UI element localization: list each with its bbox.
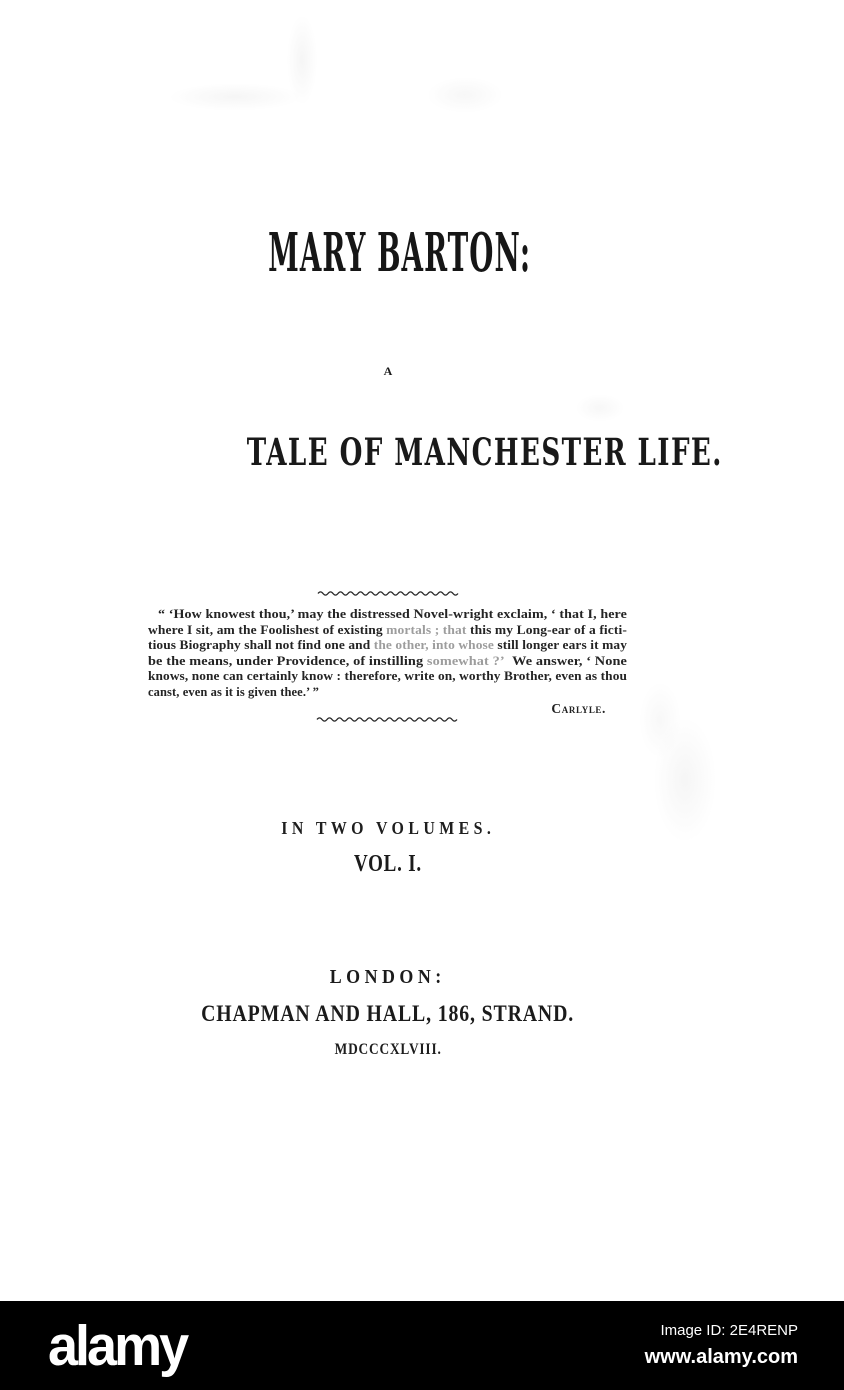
epigraph-line: “ ‘How knowest thou,’ may the distressed Novel-wright exclaim, ‘ that I, here	[158, 607, 627, 621]
squiggle-divider-bottom	[148, 715, 628, 733]
squiggle-rule-icon	[317, 589, 459, 597]
volume-number-block	[148, 851, 628, 878]
epigraph-line: knows, none can certainly know : therefore, write on, worthy Brother, even as thou	[148, 669, 627, 683]
imprint-year-block	[148, 1041, 628, 1059]
imprint-year-roman: MDCCCXLVIII.	[334, 1041, 442, 1058]
imprint-publisher: CHAPMAN AND HALL, 186, STRAND.	[201, 1001, 575, 1026]
article-a: A	[383, 364, 393, 378]
imprint-publisher-block	[148, 1001, 628, 1027]
book-title: MARY BARTON:	[268, 222, 532, 284]
epigraph-line: be the means, under Providence, of instilling somewhat ?’ We answer, ‘ None	[148, 653, 628, 668]
alamy-logo: alamy	[48, 1314, 187, 1377]
imprint-city: LONDON:	[329, 966, 446, 988]
epigraph-line: canst, even as it is given thee.’ ”	[148, 684, 319, 699]
alamy-watermark-bar	[0, 1301, 844, 1390]
epigraph-line: where I sit, am the Foolishest of existing mortals ; that this my Long-ear of a ficti-	[148, 622, 627, 637]
image-id-label: Image ID: 2E4RENP	[660, 1322, 798, 1339]
volumes-statement-block	[148, 818, 628, 839]
imprint-city-block	[148, 966, 628, 989]
squiggle-rule-icon	[316, 715, 461, 723]
epigraph-line: tious Biography shall not find one and the other, into whose still longer ears it may	[148, 638, 628, 652]
watermark-info	[645, 1322, 798, 1369]
volumes-statement: IN TWO VOLUMES.	[280, 818, 495, 838]
alamy-website-url: www.alamy.com	[644, 1346, 798, 1368]
book-subtitle: TALE OF MANCHESTER LIFE.	[246, 430, 723, 474]
book-subtitle-block	[148, 430, 723, 474]
volume-number: VOL. I.	[354, 851, 422, 877]
epigraph-quote	[148, 607, 628, 718]
squiggle-divider-top	[148, 589, 628, 607]
article-a-block	[148, 362, 628, 380]
book-title-block	[148, 222, 628, 284]
epigraph-attribution: Carlyle.	[551, 701, 606, 716]
epigraph-lines	[148, 607, 628, 700]
